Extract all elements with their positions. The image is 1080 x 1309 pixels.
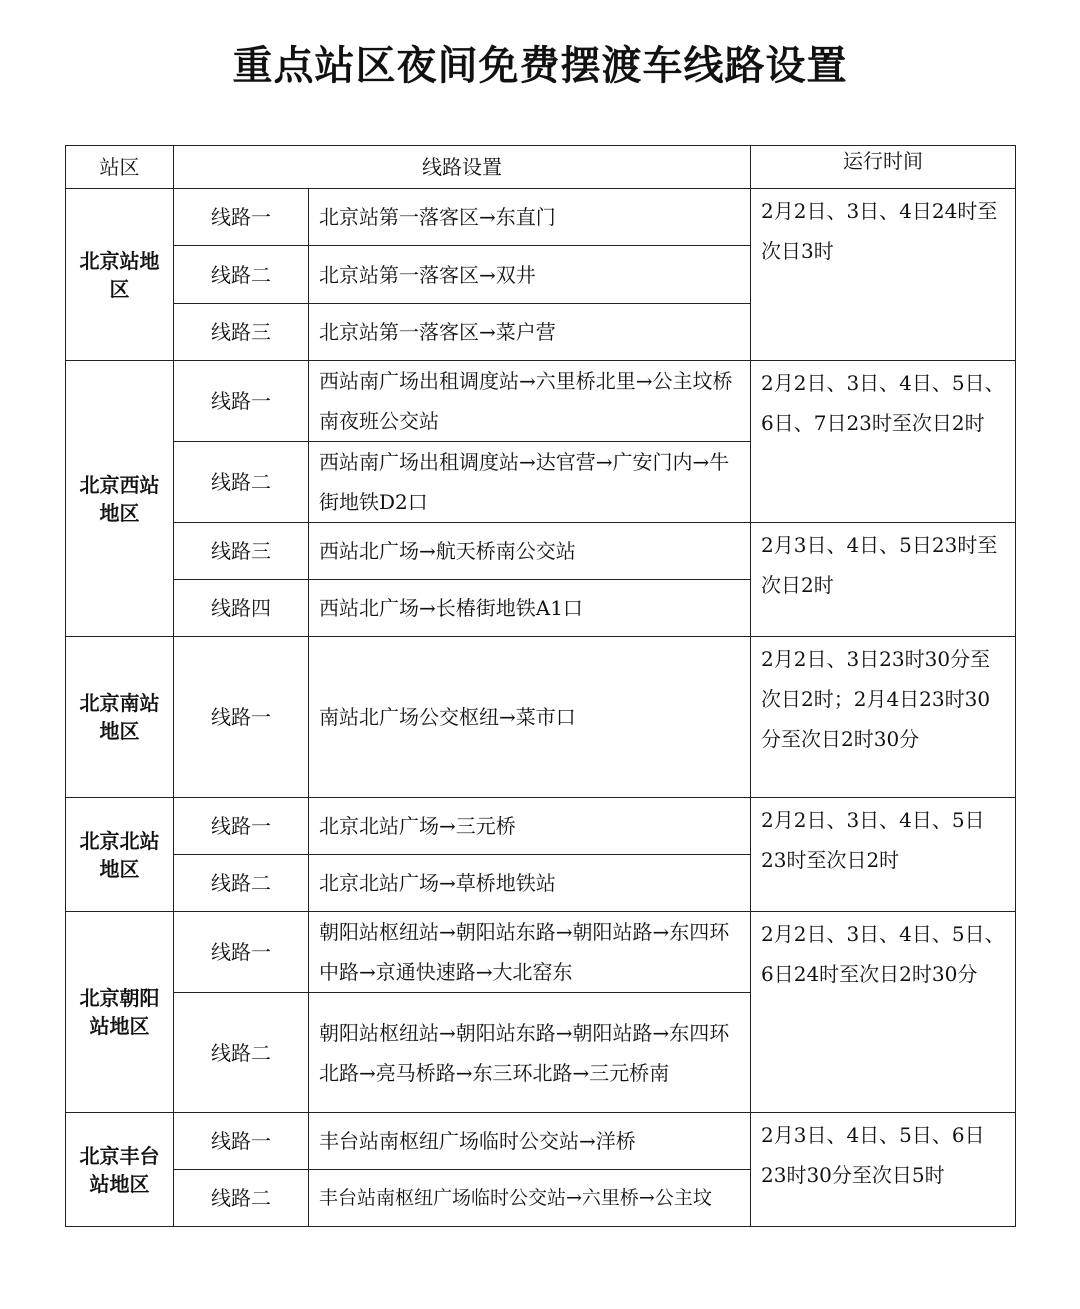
route-path: 西站北广场→航天桥南公交站 [309,523,751,580]
route-path: 南站北广场公交枢纽→菜市口 [309,637,751,798]
run-time: 2月3日、4日、5日、6日23时30分至次日5时 [751,1113,1016,1227]
area-cell: 北京朝阳站地区 [66,912,174,1113]
route-path: 丰台站南枢纽广场临时公交站→洋桥 [309,1113,751,1170]
route-path: 朝阳站枢纽站→朝阳站东路→朝阳站路→东四环中路→京通快速路→大北窑东 [309,912,751,993]
line-label: 线路二 [174,855,309,912]
line-label: 线路一 [174,189,309,246]
line-label: 线路三 [174,304,309,361]
route-path: 北京站第一落客区→菜户营 [309,304,751,361]
header-area: 站区 [66,146,174,189]
route-path: 丰台站南枢纽广场临时公交站→六里桥→公主坟 [309,1170,751,1227]
route-path: 西站南广场出租调度站→达官营→广安门内→牛街地铁D2口 [309,442,751,523]
page-title: 重点站区夜间免费摆渡车线路设置 [232,43,848,89]
table-row [66,637,1016,798]
run-time: 2月2日、3日23时30分至次日2时；2月4日23时30分至次日2时30分 [751,637,1016,798]
table-row [66,912,1016,993]
line-label: 线路一 [174,361,309,442]
table-row [66,189,1016,246]
run-time: 2月2日、3日、4日、5日23时至次日2时 [751,798,1016,912]
line-label: 线路一 [174,912,309,993]
line-label: 线路二 [174,993,309,1113]
route-path: 北京北站广场→三元桥 [309,798,751,855]
header-route: 线路设置 [174,146,751,189]
line-label: 线路一 [174,798,309,855]
header-time: 运行时间 [751,146,1016,189]
line-label: 线路一 [174,1113,309,1170]
run-time: 2月2日、3日、4日24时至次日3时 [751,189,1016,361]
run-time: 2月3日、4日、5日23时至次日2时 [751,523,1016,637]
table-row [66,361,1016,442]
run-time: 2月2日、3日、4日、5日、6日24时至次日2时30分 [751,912,1016,1113]
line-label: 线路四 [174,580,309,637]
line-label: 线路二 [174,246,309,304]
area-cell: 北京西站地区 [66,361,174,637]
route-path: 北京站第一落客区→双井 [309,246,751,304]
area-cell: 北京丰台站地区 [66,1113,174,1227]
area-cell: 北京南站地区 [66,637,174,798]
line-label: 线路一 [174,637,309,798]
line-label: 线路二 [174,1170,309,1227]
route-path: 北京北站广场→草桥地铁站 [309,855,751,912]
route-path: 朝阳站枢纽站→朝阳站东路→朝阳站路→东四环北路→亮马桥路→东三环北路→三元桥南 [309,993,751,1113]
line-label: 线路二 [174,442,309,523]
table-row [66,1113,1016,1170]
table-row [66,523,1016,580]
route-path: 西站北广场→长椿街地铁A1口 [309,580,751,637]
routes-table [65,145,1016,1227]
line-label: 线路三 [174,523,309,580]
header-row [66,146,1016,189]
table-row [66,798,1016,855]
route-path: 北京站第一落客区→东直门 [309,189,751,246]
area-cell: 北京北站地区 [66,798,174,912]
route-path: 西站南广场出租调度站→六里桥北里→公主坟桥南夜班公交站 [309,361,751,442]
area-cell: 北京站地区 [66,189,174,361]
run-time: 2月2日、3日、4日、5日、6日、7日23时至次日2时 [751,361,1016,523]
